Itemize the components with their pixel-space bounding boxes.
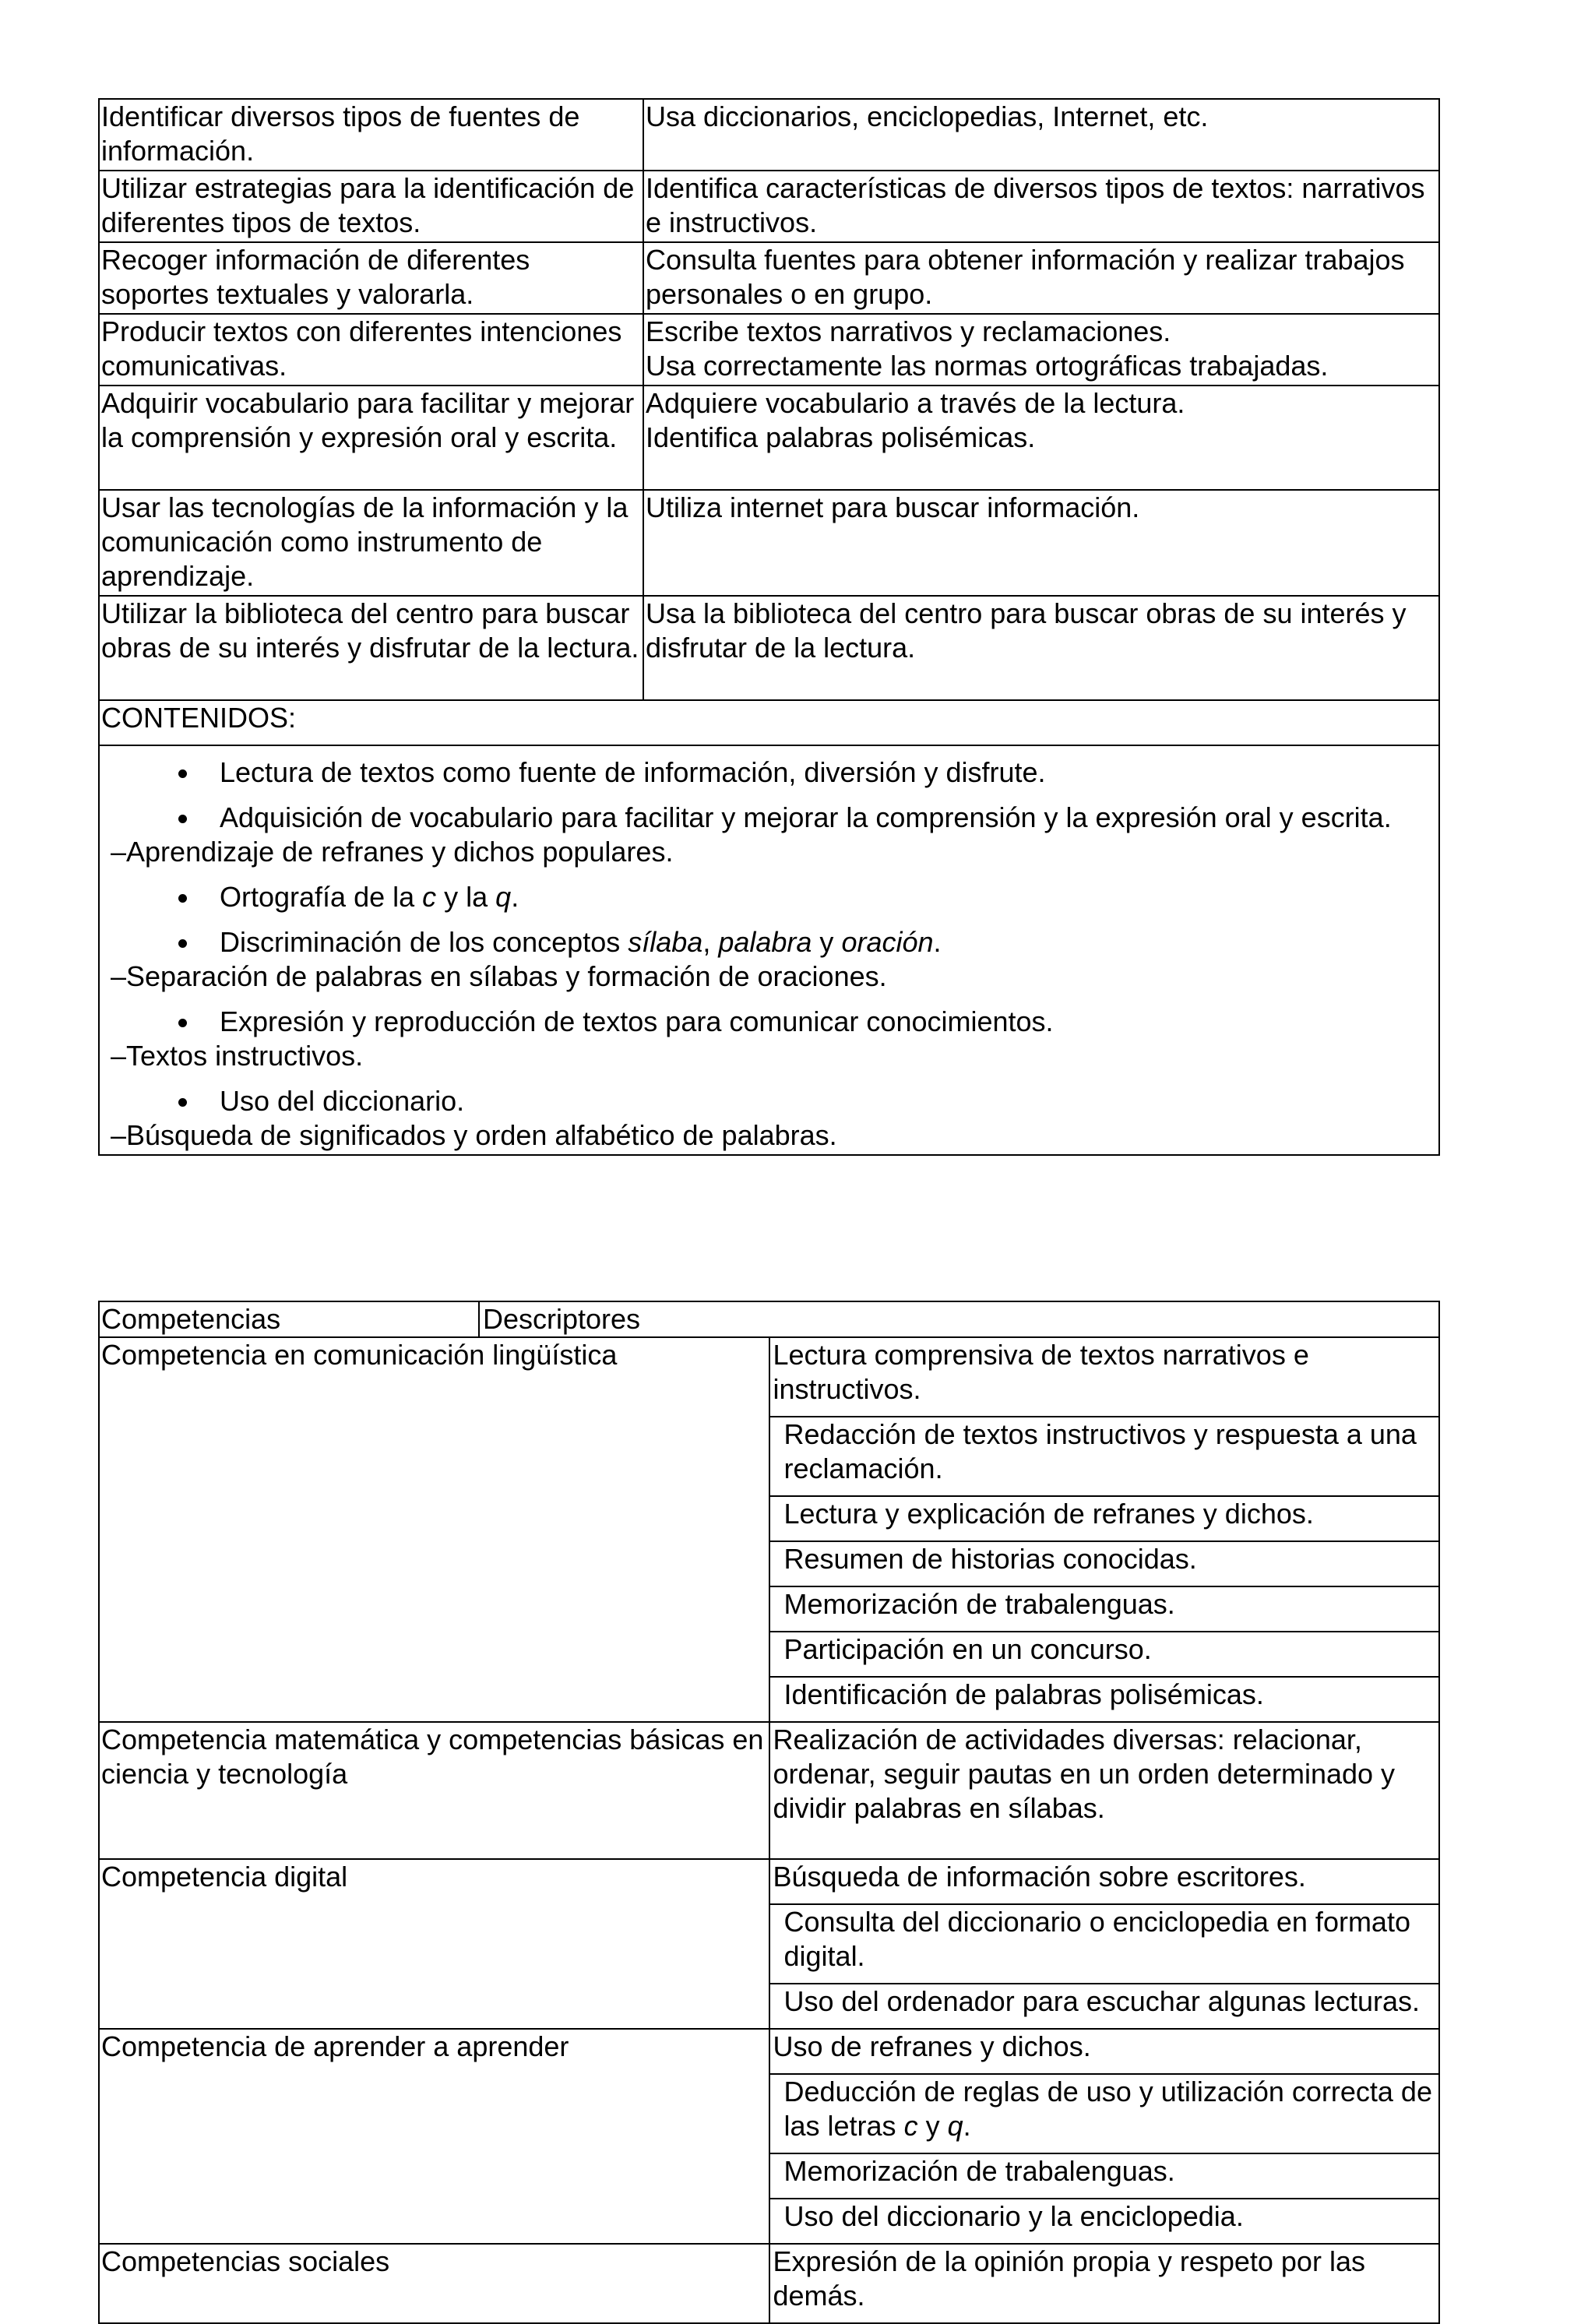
competency-name: Competencia digital	[99, 1859, 769, 2029]
text-run: Discriminación de los conceptos	[220, 926, 628, 958]
text-run: y	[812, 926, 842, 958]
objectives-table	[98, 98, 1440, 1156]
descriptor: Lectura comprensiva de textos narrativos e instructivos.	[770, 1338, 1439, 1417]
objective-cell: Usar las tecnologías de la información y la comunicación como instrumento de aprendizaje.	[99, 490, 643, 596]
competencies-table	[98, 1301, 1440, 2324]
table-row	[99, 1722, 1439, 1859]
competencies-table-wrapper	[98, 1301, 1440, 2324]
table-row	[99, 99, 1439, 171]
header-split	[100, 1302, 1438, 1336]
table-row	[99, 171, 1439, 242]
list-item: –Separación de palabras en sílabas y formación de oraciones.	[111, 960, 887, 992]
criteria-cell: Usa la biblioteca del centro para buscar obras de su interés y disfrutar de la lectura.	[643, 596, 1439, 700]
criteria-line: Escribe textos narrativos y reclamaciones.	[646, 315, 1171, 347]
objective-cell: Recoger información de diferentes soportes textuales y valorarla.	[99, 242, 643, 314]
list-item	[111, 880, 1424, 914]
text-run: c	[903, 2110, 918, 2142]
text-run: .	[963, 2110, 971, 2142]
list-item	[111, 925, 1424, 960]
criteria-line: Adquiere vocabulario a través de la lectura.	[646, 387, 1185, 419]
text-run: Ortografía de la	[220, 881, 423, 913]
table-row	[99, 596, 1439, 700]
text-run: y la	[436, 881, 496, 913]
criteria-line: Usa correctamente las normas ortográficas trabajadas.	[646, 350, 1329, 382]
descriptor: Expresión de la opinión propia y respeto por las demás.	[773, 2245, 1365, 2312]
text-run: ,	[702, 926, 719, 958]
table-header-row	[99, 1301, 1439, 1337]
descriptor-list	[769, 1859, 1440, 2029]
table-row	[99, 1859, 1439, 2029]
descriptor: Resumen de historias conocidas.	[770, 1542, 1439, 1587]
objective-cell: Producir textos con diferentes intenciones comunicativas.	[99, 314, 643, 386]
descriptor: Uso de refranes y dichos.	[770, 2030, 1439, 2075]
text-run: c	[422, 881, 437, 913]
criteria-cell: Utiliza internet para buscar información.	[643, 490, 1439, 596]
descriptor: Consulta del diccionario o enciclopedia en formato digital.	[770, 1905, 1439, 1984]
objectives-table-wrapper	[98, 98, 1440, 1156]
descriptor: Búsqueda de información sobre escritores.	[770, 1860, 1439, 1905]
descriptor: Memorización de trabalenguas.	[770, 1587, 1439, 1632]
competency-name: Competencia de aprender a aprender	[99, 2029, 769, 2244]
descriptor: Uso del diccionario y la enciclopedia.	[783, 2200, 1244, 2232]
text-run: Deducción de reglas de uso y utilización correcta de las letras	[783, 2076, 1432, 2142]
header-competencias: Competencias	[100, 1302, 480, 1336]
text-run: sílaba	[628, 926, 703, 958]
list-item: Adquisición de vocabulario para facilitar y mejorar la comprensión y la expresión oral y escrita.	[111, 801, 1424, 835]
list-item: –Textos instructivos.	[111, 1040, 364, 1072]
objective-cell: Adquirir vocabulario para facilitar y mejorar la comprensión y expresión oral y escrita.	[99, 386, 643, 490]
text-run: y	[917, 2110, 948, 2142]
text-run: .	[511, 881, 519, 913]
text-run: q	[947, 2110, 963, 2142]
descriptor-list	[769, 2029, 1440, 2244]
descriptor: Uso del ordenador para escuchar algunas lecturas.	[783, 1985, 1420, 2017]
competency-name: Competencias sociales	[99, 2244, 769, 2323]
table-row	[99, 242, 1439, 314]
descriptor: Lectura y explicación de refranes y dichos.	[770, 1497, 1439, 1542]
list-item: –Búsqueda de significados y orden alfabético de palabras.	[111, 1119, 837, 1151]
text-run: palabra	[718, 926, 812, 958]
list-item: –Aprendizaje de refranes y dichos populares.	[111, 836, 674, 868]
table-row	[99, 745, 1439, 1155]
table-row	[99, 386, 1439, 490]
table-row	[99, 490, 1439, 596]
criteria-cell: Identifica características de diversos tipos de textos: narrativos e instructivos.	[643, 171, 1439, 242]
contents-list	[99, 745, 1439, 1155]
table-row	[99, 314, 1439, 386]
table-row	[99, 2244, 1439, 2323]
objective-cell: Utilizar la biblioteca del centro para buscar obras de su interés y disfrutar de la lectura.	[99, 596, 643, 700]
competency-name: Competencia matemática y competencias básicas en ciencia y tecnología	[99, 1722, 769, 1859]
text-run: q	[495, 881, 512, 913]
descriptor: Redacción de textos instructivos y respuesta a una reclamación.	[770, 1417, 1439, 1497]
descriptor: Participación en un concurso.	[770, 1632, 1439, 1678]
criteria-line: Identifica palabras polisémicas.	[646, 421, 1036, 453]
table-row	[99, 1337, 1439, 1722]
contents-heading: CONTENIDOS:	[99, 700, 1439, 745]
descriptor-list	[769, 1722, 1440, 1859]
objective-cell: Utilizar estrategias para la identificación de diferentes tipos de textos.	[99, 171, 643, 242]
header-cell	[99, 1301, 1439, 1337]
header-descriptores: Descriptores	[483, 1303, 641, 1335]
descriptor: Realización de actividades diversas: relacionar, ordenar, seguir pautas en un orden determinado y dividir palabras en sílabas.	[773, 1724, 1396, 1824]
objective-cell: Identificar diversos tipos de fuentes de información.	[99, 99, 643, 171]
text-run: .	[933, 926, 942, 958]
table-row	[99, 700, 1439, 745]
list-item: Expresión y reproducción de textos para comunicar conocimientos.	[111, 1005, 1424, 1039]
descriptor: Identificación de palabras polisémicas.	[783, 1678, 1264, 1710]
criteria-cell: Usa diccionarios, enciclopedias, Internet, etc.	[643, 99, 1439, 171]
list-item: Lectura de textos como fuente de información, diversión y disfrute.	[111, 755, 1424, 790]
text-run: oración	[841, 926, 934, 958]
descriptor	[770, 2075, 1439, 2154]
criteria-cell: Consulta fuentes para obtener información y realizar trabajos personales o en grupo.	[643, 242, 1439, 314]
descriptor: Memorización de trabalenguas.	[770, 2154, 1439, 2199]
competency-name: Competencia en comunicación lingüística	[99, 1337, 769, 1722]
list-item: Uso del diccionario.	[111, 1084, 1424, 1118]
table-row	[99, 2029, 1439, 2244]
criteria-cell	[643, 386, 1439, 490]
criteria-cell	[643, 314, 1439, 386]
descriptor-list	[769, 2244, 1440, 2323]
descriptor-list	[769, 1337, 1440, 1722]
